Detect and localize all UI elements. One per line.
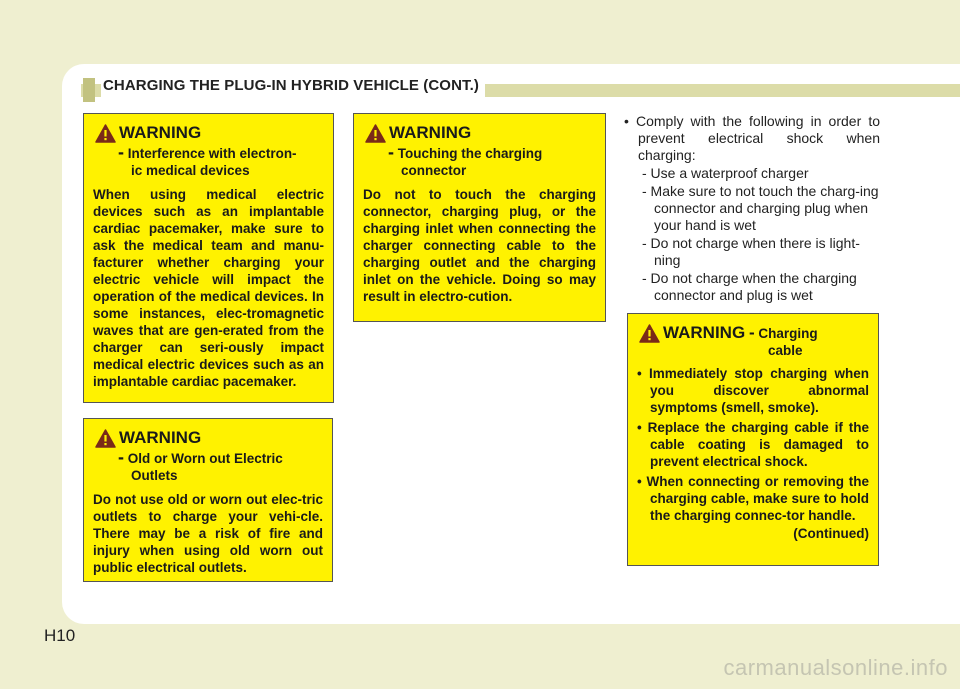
list-item: • When connecting or removing the charging cable, make sure to hold the charging connec-tor handle. (637, 474, 869, 523)
header-accent (83, 78, 95, 102)
warning-body: When using medical electric devices such as an implantable cardiac pacemaker, make sure to ask the medical team and manu-facturer whether charging your electric vehicle will impact the operation of the medical devices. In some instances, elec-tromagnetic waves that are gen-erated from the charger can seri-ously impact medical electric devices such as an implantable cardiac pacemaker. (93, 187, 324, 389)
warning-box-touching-connector (353, 113, 606, 322)
instruction-item: - Make sure to not touch the charg-ing connector and charging plug when your hand is wet (642, 183, 879, 233)
list-item: • Replace the charging cable if the cable coating is damaged to prevent electrical shock. (637, 420, 870, 469)
warning-label: WARNING (663, 323, 746, 342)
list-item-text: When connecting or removing the charging cable, make sure to hold the charging connec-tor handle. (646, 474, 869, 523)
warning-subtitle-line2: connector (401, 163, 467, 178)
instructions-intro-text: Comply with the following in order to prevent electrical shock when charging: (635, 113, 880, 163)
warning-triangle-icon (95, 124, 116, 143)
page-number: H10 (44, 626, 76, 645)
warning-dash: - (118, 447, 124, 467)
bullet-marker: • (624, 113, 629, 129)
warning-subtitle-line1: Touching the charging (397, 146, 543, 161)
warning-triangle-icon (365, 124, 386, 143)
warning-dash: - (388, 142, 394, 162)
warning-subtitle-line2: cable (768, 343, 803, 358)
warning-box-charging-cable (627, 313, 879, 566)
warning-triangle-icon (95, 429, 116, 448)
warning-dash: - (748, 323, 755, 342)
warning-subtitle-line1: Charging (758, 326, 818, 341)
instruction-item: - Do not charge when the charging connector and plug is wet (642, 270, 857, 303)
warning-label: WARNING (119, 123, 202, 142)
warning-subtitle-line1: Interference with electron- (127, 146, 297, 161)
list-item-text: Replace the charging cable if the cable coating is damaged to prevent electrical shock. (647, 420, 870, 469)
instruction-item: - Do not charge when there is light-ning (642, 235, 860, 268)
warning-subtitle-line2: Outlets (131, 468, 178, 483)
charging-instructions (624, 113, 880, 304)
warning-dash: - (118, 142, 124, 162)
warning-label: WARNING (119, 428, 202, 447)
warning-triangle-icon (639, 324, 660, 343)
warning-body: Do not use old or worn out elec-tric outlets to charge your vehi-cle. There may be a risk of fire and injury when using old worn out public electrical outlets. (93, 492, 323, 575)
instructions-intro (624, 113, 880, 164)
section-title: CHARGING THE PLUG-IN HYBRID VEHICLE (CONT.) (101, 75, 485, 97)
warning-body: Do not to touch the charging connector, charging plug, or the charging inlet when connecting the charger connecting cable to the charging outlet and the charging inlet on the vehicle. Doing so may result in electro-cution. (363, 187, 596, 304)
watermark: carmanualsonline.info (723, 655, 948, 680)
list-item: • Immediately stop charging when you discover abnormal symptoms (smell, smoke). (637, 366, 870, 415)
warning-box-old-outlets (83, 418, 333, 582)
instruction-item: - Use a waterproof charger (642, 165, 809, 181)
list-item-text: Immediately stop charging when you discover abnormal symptoms (smell, smoke). (649, 366, 870, 415)
continued-label: (Continued) (793, 526, 869, 541)
warning-subtitle-line1: Old or Worn out Electric (127, 451, 283, 466)
warning-label: WARNING (389, 123, 472, 142)
warning-subtitle-line2: ic medical devices (131, 163, 250, 178)
warning-box-medical-devices (83, 113, 334, 403)
warning-list (637, 365, 869, 524)
